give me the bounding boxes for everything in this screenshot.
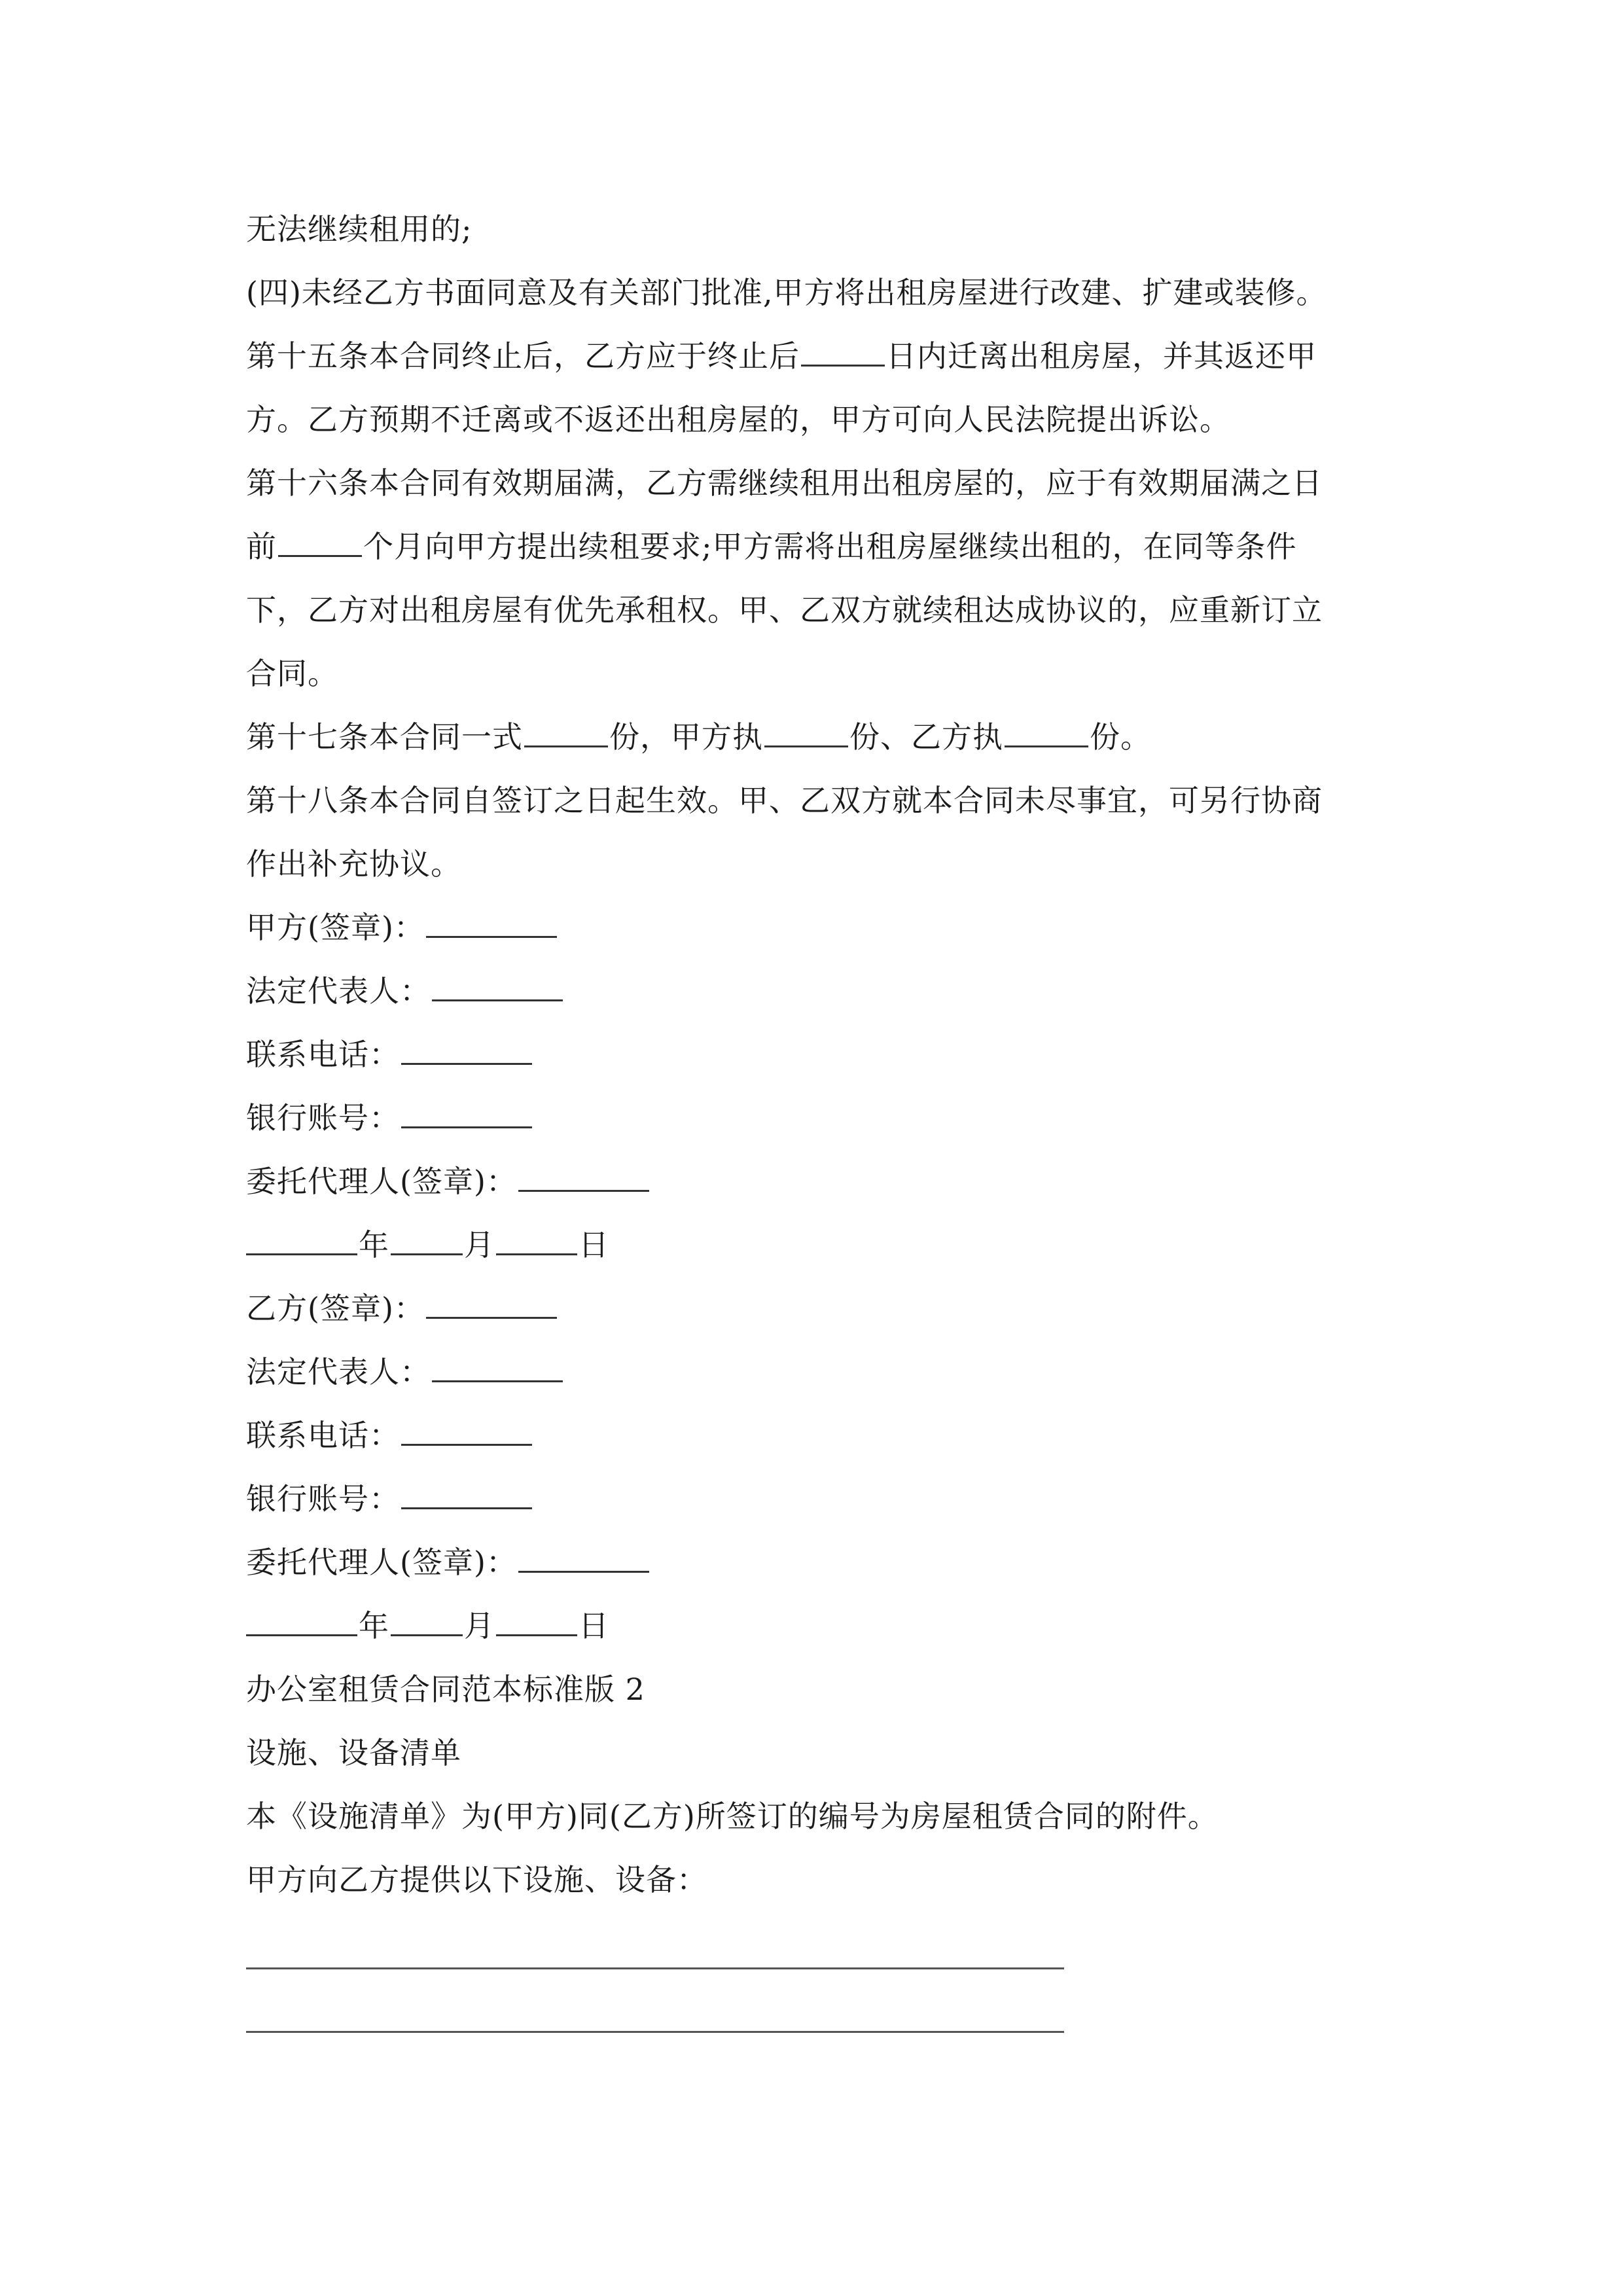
clause-text: 合同。 [246,656,338,691]
section-subtitle: 设施、设备清单 [246,1735,461,1770]
fill-blank [401,1418,532,1446]
party-b-date: 年 月 日 [246,1606,609,1645]
fill-blank [496,1227,577,1255]
fill-blank [764,719,848,747]
fill-blank [432,1354,563,1382]
fill-blank [391,1608,463,1636]
fill-blank [518,1164,649,1192]
blank-line [246,2031,1064,2033]
fill-blank [1005,719,1088,747]
clause-17: 第十七条本合同一式 份，甲方执 份、乙方执 份。 [246,719,1151,755]
clause-text: 下，乙方对出租房屋有优先承租权。甲、乙双方就续租达成协议的，应重新订立 [246,592,1323,628]
party-b-rep: 法定代表人： [246,1352,564,1391]
fill-blank [246,1608,357,1636]
blank-line [246,1967,1064,1969]
fill-blank [246,1227,357,1255]
fill-blank [432,973,563,1001]
party-a-agent: 委托代理人(签章)： [246,1162,651,1201]
party-a-sign: 甲方(签章)： [246,908,558,947]
clause-18: 第十八条本合同自签订之日起生效。甲、乙双方就本合同未尽事宜，可另行协商 [246,783,1323,818]
party-a-phone: 联系电话： [246,1035,533,1074]
party-a-date: 年 月 日 [246,1225,609,1265]
section-intro: 本《设施清单》为(甲方)同(乙方)所签订的编号为房屋租赁合同的附件。 [246,1799,1219,1834]
fill-blank [278,529,362,557]
clause-text: 方。乙方预期不迁离或不返还出租房屋的，甲方可向人民法院提出诉讼。 [246,402,1230,437]
clause-15: 第十五条本合同终止后，乙方应于终止后 日内迁离出租房屋，并其返还甲 [246,338,1317,374]
party-b-sign: 乙方(签章)： [246,1289,558,1328]
fill-blank [518,1545,649,1573]
party-a-rep: 法定代表人： [246,971,564,1011]
fill-blank [496,1608,577,1636]
party-b-bank: 银行账号： [246,1479,533,1518]
fill-blank [426,1291,557,1319]
fill-blank [801,338,885,367]
fill-blank [391,1227,463,1255]
fill-blank [426,910,557,938]
clause-16: 第十六条本合同有效期届满，乙方需继续租用出租房屋的，应于有效期届满之日 [246,465,1323,501]
section-provide: 甲方向乙方提供以下设施、设备： [246,1862,707,1897]
clause-text: 作出补充协议。 [246,846,461,882]
party-b-phone: 联系电话： [246,1416,533,1455]
party-b-agent: 委托代理人(签章)： [246,1543,651,1582]
fill-blank [401,1037,532,1065]
party-a-bank: 银行账号： [246,1098,533,1138]
clause-text: 无法继续租用的; [246,211,473,247]
section-title: 办公室租赁合同范本标准版 2 [246,1672,645,1707]
clause-text: (四)未经乙方书面同意及有关部门批准,甲方将出租房屋进行改建、扩建或装修。 [246,275,1327,310]
clause-text: 前 个月向甲方提出续租要求;甲方需将出租房屋继续出租的，在同等条件 [246,529,1297,564]
fill-blank [524,719,608,747]
fill-blank [401,1481,532,1509]
fill-blank [401,1100,532,1128]
